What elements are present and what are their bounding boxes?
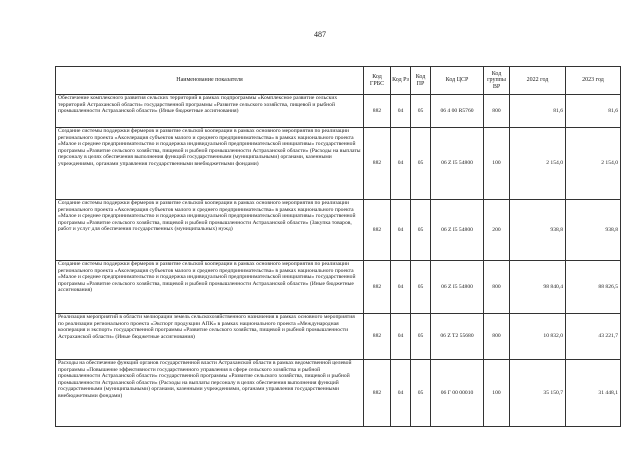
row-rz: 04: [391, 200, 411, 261]
page-number: 487: [314, 30, 326, 39]
row-2023: 81,6: [566, 95, 621, 128]
row-vr: 100: [484, 360, 510, 427]
row-vr: 100: [484, 128, 510, 200]
row-csr: 06 4 00 R5760: [431, 95, 484, 128]
row-pr: 05: [411, 200, 431, 261]
header-grbs: Код ГРБС: [364, 67, 391, 95]
row-name: Создание системы поддержки фермеров и развитие сельской кооперации в рамках основного мероприятия по реализации регионального проекта «Акселерация субъектов малого и среднего предпринимательства» в рамках национального проекта «Малое и среднее предпринимательство и поддержка индивидуальной предпринимательской инициативы» государственной программы «Развитие сельского хозяйства, пищевой и рыбной промышленности Астраханской области» (Иные бюджетные ассигнования): [56, 261, 364, 314]
row-2022: 10 832,0: [510, 314, 566, 360]
row-csr: 06 Z I5 54800: [431, 200, 484, 261]
header-rz: Код Рз: [391, 67, 411, 95]
row-vr: 200: [484, 200, 510, 261]
row-csr: 06 Z I5 54800: [431, 261, 484, 314]
row-csr: 06 Z I5 54800: [431, 128, 484, 200]
row-2023: 938,8: [566, 200, 621, 261]
row-pr: 05: [411, 261, 431, 314]
row-grbs: 882: [364, 200, 391, 261]
row-vr: 800: [484, 95, 510, 128]
row-name: Создание системы поддержки фермеров и развитие сельской кооперации в рамках основного мероприятия по реализации регионального проекта «Акселерация субъектов малого и среднего предпринимательства» в рамках национального проекта «Малое и среднее предпринимательство и поддержка индивидуальной предпринимательской инициативы» государственной программы «Развитие сельского хозяйства, пищевой и рыбной промышленности Астраханской области» (Закупка товаров, работ и услуг для обеспечения государственных (муниципальных) нужд): [56, 200, 364, 261]
row-csr: 06 Z T2 55680: [431, 314, 484, 360]
table-header-row: [56, 67, 621, 95]
row-2023: 2 154,0: [566, 128, 621, 200]
header-csr: Код ЦСР: [431, 67, 484, 95]
row-grbs: 882: [364, 314, 391, 360]
row-name: Создание системы поддержки фермеров и развитие сельской кооперации в рамках основного мероприятия по реализации регионального проекта «Акселерация субъектов малого и среднего предпринимательства» в рамках национального проекта «Малое и среднее предпринимательство и поддержка индивидуальной предпринимательской инициативы» государственной программы «Развитие сельского хозяйства, пищевой и рыбной промышленности Астраханской области» (Расходы на выплаты персоналу в целях обеспечения выполнения функций государственными (муниципальными) органами, казенными учреждениями, органами управления государственными внебюджетными фондами): [56, 128, 364, 200]
table-row: [56, 200, 621, 261]
budget-table: [55, 66, 621, 427]
row-name: Реализация мероприятий в области мелиорации земель сельскохозяйственного назначения в рамках основного мероприятия по реализации регионального проекта «Экспорт продукции АПК» в рамках национального проекта «Международная кооперация и экспорт» государственной программы «Развитие сельского хозяйства, пищевой и рыбной промышленности Астраханской области» (Иные бюджетные ассигнования): [56, 314, 364, 360]
table-row: [56, 95, 621, 128]
row-grbs: 882: [364, 95, 391, 128]
row-pr: 05: [411, 314, 431, 360]
row-name: Обеспечение комплексного развития сельских территорий в рамках подпрограммы «Комплексное развитие сельских территорий Астраханской области» государственной программы «Развитие сельского хозяйства, пищевой и рыбной промышленности Астраханской области» (Иные бюджетные ассигнования): [56, 95, 364, 128]
row-rz: 04: [391, 360, 411, 427]
row-name: Расходы на обеспечение функций органов государственной власти Астраханской области в рамках ведомственной целевой программы «Повышение эффективности государственного управления в сфере сельского хозяйства и рыбной промышленности Астраханской области» государственной программы «Развитие сельского хозяйства, пищевой и рыбной промышленности Астраханской области» (Расходы на выплаты персоналу в целях обеспечения выполнения функций государственными (муниципальными) органами, казенными учреждениями, органами управления государственными внебюджетными фондами): [56, 360, 364, 427]
row-2022: 938,8: [510, 200, 566, 261]
row-2022: 81,6: [510, 95, 566, 128]
header-pr: Код ПР: [411, 67, 431, 95]
row-rz: 04: [391, 314, 411, 360]
row-csr: 06 Г 00 00010: [431, 360, 484, 427]
row-vr: 800: [484, 261, 510, 314]
row-2023: 88 826,5: [566, 261, 621, 314]
row-2023: 43 221,7: [566, 314, 621, 360]
table-row: [56, 360, 621, 427]
header-name: Наименование показателя: [56, 67, 364, 95]
row-2022: 2 154,0: [510, 128, 566, 200]
header-2023: 2023 год: [566, 67, 621, 95]
table-row: [56, 261, 621, 314]
row-rz: 04: [391, 261, 411, 314]
row-pr: 05: [411, 95, 431, 128]
row-vr: 800: [484, 314, 510, 360]
header-2022: 2022 год: [510, 67, 566, 95]
row-pr: 05: [411, 360, 431, 427]
row-2023: 31 448,1: [566, 360, 621, 427]
row-rz: 04: [391, 95, 411, 128]
row-2022: 98 840,4: [510, 261, 566, 314]
table-row: [56, 314, 621, 360]
row-grbs: 882: [364, 128, 391, 200]
row-grbs: 882: [364, 261, 391, 314]
header-vr: Код группы ВР: [484, 67, 510, 95]
row-rz: 04: [391, 128, 411, 200]
table-row: [56, 128, 621, 200]
row-2022: 35 150,7: [510, 360, 566, 427]
row-pr: 05: [411, 128, 431, 200]
row-grbs: 882: [364, 360, 391, 427]
